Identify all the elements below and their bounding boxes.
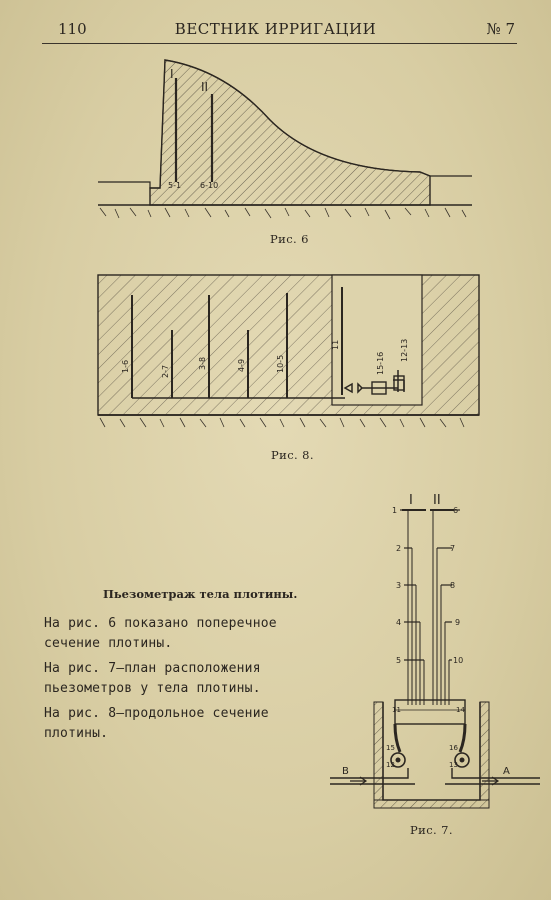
fig6-base-label-2: 6-10 [200, 181, 219, 190]
fig7-right-number-9: 9 [455, 618, 461, 627]
fig7-flow-label-a: A [503, 766, 510, 777]
fig7-chamber-label-12: 12 [386, 761, 395, 769]
fig7-right-number-7: 7 [450, 544, 456, 553]
fig8-label-15-16: 15-16 [376, 351, 385, 375]
fig7-header-label-2: II [433, 493, 441, 508]
paragraph-fig6: На рис. 6 показано поперечное сечение плотины. [44, 616, 277, 651]
fig7-right-number-10: 10 [453, 656, 464, 665]
fig7-chamber-label-16: 16 [449, 744, 458, 752]
fig7-left-number-2: 2 [396, 544, 402, 553]
fig8-pipe-label-5: 10-5 [276, 354, 285, 373]
fig8-label-12-13: 12-13 [400, 338, 409, 362]
issue-number: № 7 [486, 20, 515, 38]
fig7-chamber-label-11: 11 [392, 706, 401, 714]
figure-8-longitudinal-section [98, 275, 479, 427]
journal-title: ВЕСТНИК ИРРИГАЦИИ [174, 20, 377, 38]
fig6-pipe-label-2: II [201, 80, 209, 94]
paragraph-fig8: На рис. 8—продольное сечение плотины. [44, 706, 269, 741]
fig7-left-number-3: 3 [396, 581, 402, 590]
fig7-flow-label-b: B [342, 766, 349, 777]
dam-body [150, 60, 430, 205]
figure-7-caption: Рис. 7. [410, 823, 453, 837]
fig8-label-11: 11 [331, 339, 340, 350]
fig7-right-number-8: 8 [450, 581, 456, 590]
fig7-left-number-5: 5 [396, 656, 402, 665]
paragraph-fig7: На рис. 7—план расположения пьезометров у тела плотины. [44, 661, 261, 696]
fig8-pipe-label-3: 3-8 [198, 356, 207, 370]
fig7-left-number-4: 4 [396, 618, 402, 627]
fig6-pipe-label-1: I [170, 67, 174, 81]
fig7-chamber-label-14: 14 [456, 706, 465, 714]
fig7-right-number-6: 6 [453, 506, 459, 515]
section-title: Пьезометраж тела плотины. [103, 587, 298, 601]
figure-7-plan [330, 493, 540, 808]
figure-8-caption: Рис. 8. [271, 448, 314, 462]
figure-6-cross-section [98, 60, 472, 219]
fig7-chamber-label-13: 13 [449, 761, 458, 769]
fig7-header-label-1: I [409, 493, 413, 508]
figure-6-caption: Рис. 6 [270, 232, 309, 246]
fig7-chamber-label-15: 15 [386, 744, 395, 752]
fig8-pipe-label-1: 1-6 [121, 359, 130, 373]
fig7-left-number-1: 1 [392, 506, 398, 515]
fig8-pipe-label-2: 2-7 [161, 364, 170, 378]
fig8-pipe-label-4: 4-9 [237, 358, 246, 372]
fig6-base-label-1: 5-1 [168, 181, 182, 190]
page-number: 110 [58, 20, 87, 38]
